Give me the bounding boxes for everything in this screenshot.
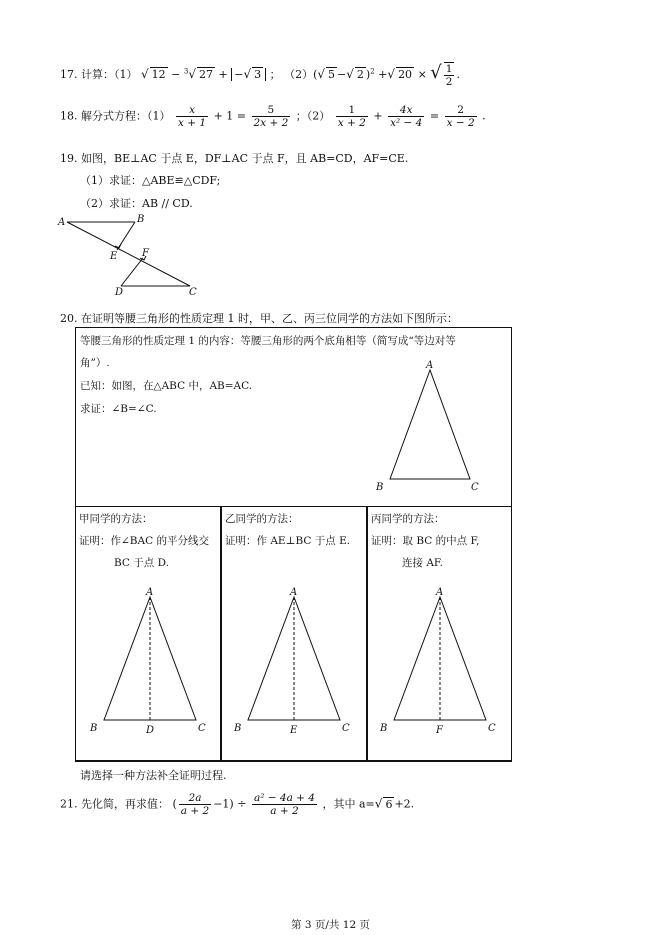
q19-number: 19. xyxy=(60,152,78,165)
q18-f1-num: x xyxy=(176,104,208,117)
q17-plus: + xyxy=(218,68,228,82)
q21-label: 先化简，再求值： xyxy=(81,797,169,811)
q17-times: × xyxy=(417,68,427,82)
label-c: C xyxy=(189,287,197,298)
q20-table xyxy=(75,327,512,761)
q17-cube-index: 3 xyxy=(183,67,189,76)
q18-f5-num: 2 xyxy=(445,104,477,117)
sqrt-icon: √ xyxy=(317,67,326,82)
q19-figure xyxy=(55,210,215,300)
label-e: E xyxy=(290,725,298,736)
q18-f2-den: 2x + 2 xyxy=(253,117,289,130)
page-footer: 第 3 页/共 12 页 xyxy=(291,919,370,931)
label-c: C xyxy=(198,723,206,734)
q19-text: 如图，BE⊥AC 于点 E，DF⊥AC 于点 F，且 AB=CD，AF=CE. xyxy=(81,152,409,165)
q17-abs-minus: − xyxy=(234,68,244,82)
label-c: C xyxy=(488,723,496,734)
q17-minus: − xyxy=(171,68,181,82)
label-f: F xyxy=(436,725,443,736)
sqrt-icon: √ xyxy=(243,67,252,82)
q21-frac1 xyxy=(179,792,211,817)
label-d: D xyxy=(115,287,124,298)
q17-half-num: 1 xyxy=(445,63,453,75)
q18-plus1: + 1 = xyxy=(213,109,247,123)
yi-line1: 证明：作 AE⊥BC 于点 E. xyxy=(225,535,351,547)
q18-plus: + xyxy=(373,109,383,123)
question-21: 21. 先化简，再求值： ( $\frac{2a}{a + 2}$ −1) ÷ $\frac{\text{a² − 4a + 4}}{a + 2}$ ，其中 a=√ 6 +2. xyxy=(60,792,415,818)
q18-f3-den: x + 2 xyxy=(337,117,366,130)
question-18 xyxy=(60,104,486,129)
q17-rad27: 27 xyxy=(199,68,213,82)
q17-rad5: 5 xyxy=(328,68,336,82)
q21-rad6: 6 xyxy=(385,797,393,811)
cell-jia xyxy=(75,506,221,762)
q18-number: 18. xyxy=(60,109,78,123)
cell-yi xyxy=(221,506,367,762)
label-a: A xyxy=(146,587,154,598)
main-triangle xyxy=(371,358,481,498)
theorem-line2: 角”）. xyxy=(80,357,110,369)
q18-eq: = xyxy=(429,109,440,123)
q17-half-den: 2 xyxy=(445,76,453,89)
label-e: E xyxy=(110,251,118,262)
question-20 xyxy=(60,310,458,326)
q21-number: 21. xyxy=(60,797,78,811)
q17-number: 17. xyxy=(60,68,78,82)
given-text: 已知：如图，在△ABC 中，AB=AC. xyxy=(80,380,253,392)
sqrt-icon: √ xyxy=(141,67,149,82)
q17-semicolon: ； xyxy=(269,68,281,82)
label-b: B xyxy=(234,723,242,734)
q17-rad12: 12 xyxy=(151,68,166,82)
q21-f1-den: a + 2 xyxy=(180,805,210,818)
sqrt-icon: √ xyxy=(387,67,396,82)
q18-sep: ；（2） xyxy=(295,109,331,123)
q18-f2-num: 5 xyxy=(252,104,291,117)
q17-rad2: 2 xyxy=(356,68,364,82)
jia-line1: 证明：作∠BAC 的平分线交 xyxy=(79,535,209,547)
triangle-abc xyxy=(390,370,470,479)
q18-f5-den: x − 2 xyxy=(446,117,475,130)
question-19 xyxy=(60,150,408,166)
q21-frac2 xyxy=(252,792,317,817)
q18-f3-num: 1 xyxy=(336,104,368,117)
q18-end: . xyxy=(482,109,486,123)
q19-part1: （1）求证：△ABE≌△CDF; xyxy=(80,174,221,187)
segment-df xyxy=(121,258,143,286)
bing-triangle xyxy=(376,585,506,745)
bing-line1: 证明：取 BC 的中点 F, xyxy=(371,535,480,547)
label-b: B xyxy=(137,214,145,225)
label-d: D xyxy=(146,725,155,736)
q21-where: ，其中 a= xyxy=(322,797,375,811)
label-a: A xyxy=(426,360,434,371)
q18-frac1 xyxy=(176,104,208,129)
q20-instruction: 请选择一种方法补全证明过程. xyxy=(80,769,227,782)
label-b: B xyxy=(380,723,388,734)
yi-title: 乙同学的方法： xyxy=(225,513,299,525)
q20-intro: 在证明等腰三角形的性质定理 1 时，甲、乙、丙三位同学的方法如下图所示： xyxy=(81,312,458,325)
q17-label: 计算： xyxy=(81,68,114,82)
label-a: A xyxy=(436,587,444,598)
q18-f4-den: x² − 4 xyxy=(390,117,423,130)
sqrt-icon: √ xyxy=(430,62,442,84)
q21-div: ÷ xyxy=(237,797,247,811)
q17-end: . xyxy=(456,68,460,82)
cell-bing xyxy=(367,506,512,762)
prove-text: 求证：∠B=∠C. xyxy=(80,403,157,415)
q21-plus2: +2. xyxy=(394,797,415,811)
q18-frac3 xyxy=(336,104,368,129)
label-a: A xyxy=(58,217,66,228)
cube-root-icon: √ xyxy=(188,67,196,82)
q21-f1-num: 2a xyxy=(179,792,211,805)
q17-part2: （2） xyxy=(284,68,314,82)
q17-half xyxy=(444,62,455,88)
q21-f2-den: a + 2 xyxy=(270,805,299,818)
label-c: C xyxy=(342,723,350,734)
label-b: B xyxy=(90,723,98,734)
bing-line2: 连接 AF. xyxy=(402,557,443,569)
label-c: C xyxy=(471,482,479,493)
label-f: F xyxy=(142,248,149,259)
q17-rad3: 3 xyxy=(254,68,262,82)
q17-abs xyxy=(231,68,266,81)
q19-part2: （2）求证：AB // CD. xyxy=(80,197,193,210)
q18-f4-num: 4x xyxy=(388,104,424,117)
q18-frac4 xyxy=(388,104,424,129)
sqrt-icon: √ xyxy=(346,67,354,82)
theorem-line1: 等腰三角形的性质定理 1 的内容：等腰三角形的两个底角相等（简写成“等边对等 xyxy=(80,335,456,347)
bing-title: 丙同学的方法： xyxy=(371,513,445,525)
jia-title: 甲同学的方法： xyxy=(79,513,153,525)
q17-part1: （1） xyxy=(114,68,138,82)
yi-triangle xyxy=(230,585,360,745)
jia-triangle xyxy=(86,585,216,745)
q18-f1-den: x + 1 xyxy=(178,117,207,130)
q20-number: 20. xyxy=(60,312,78,325)
q21-minus1: −1) xyxy=(213,797,234,811)
label-a: A xyxy=(290,587,298,598)
jia-line2: BC 于点 D. xyxy=(114,557,170,569)
label-b: B xyxy=(376,482,384,493)
q18-frac5 xyxy=(445,104,477,129)
q21-f2-num: a² − 4a + 4 xyxy=(253,792,315,804)
sqrt-icon: √ xyxy=(374,796,383,811)
q18-frac2 xyxy=(252,104,291,129)
q17-rad20: 20 xyxy=(398,68,413,82)
q18-label: 解分式方程：（1） xyxy=(81,109,171,123)
question-17: 17. 计算：（1） √ 12 − $^3$√ 27 + −√ 3 ； （2）(√ 5 −√ 2 )$^2$ +√ 20 × √ $\frac{1}{2}$ . xyxy=(60,62,460,89)
q17-square: 2 xyxy=(370,67,375,76)
